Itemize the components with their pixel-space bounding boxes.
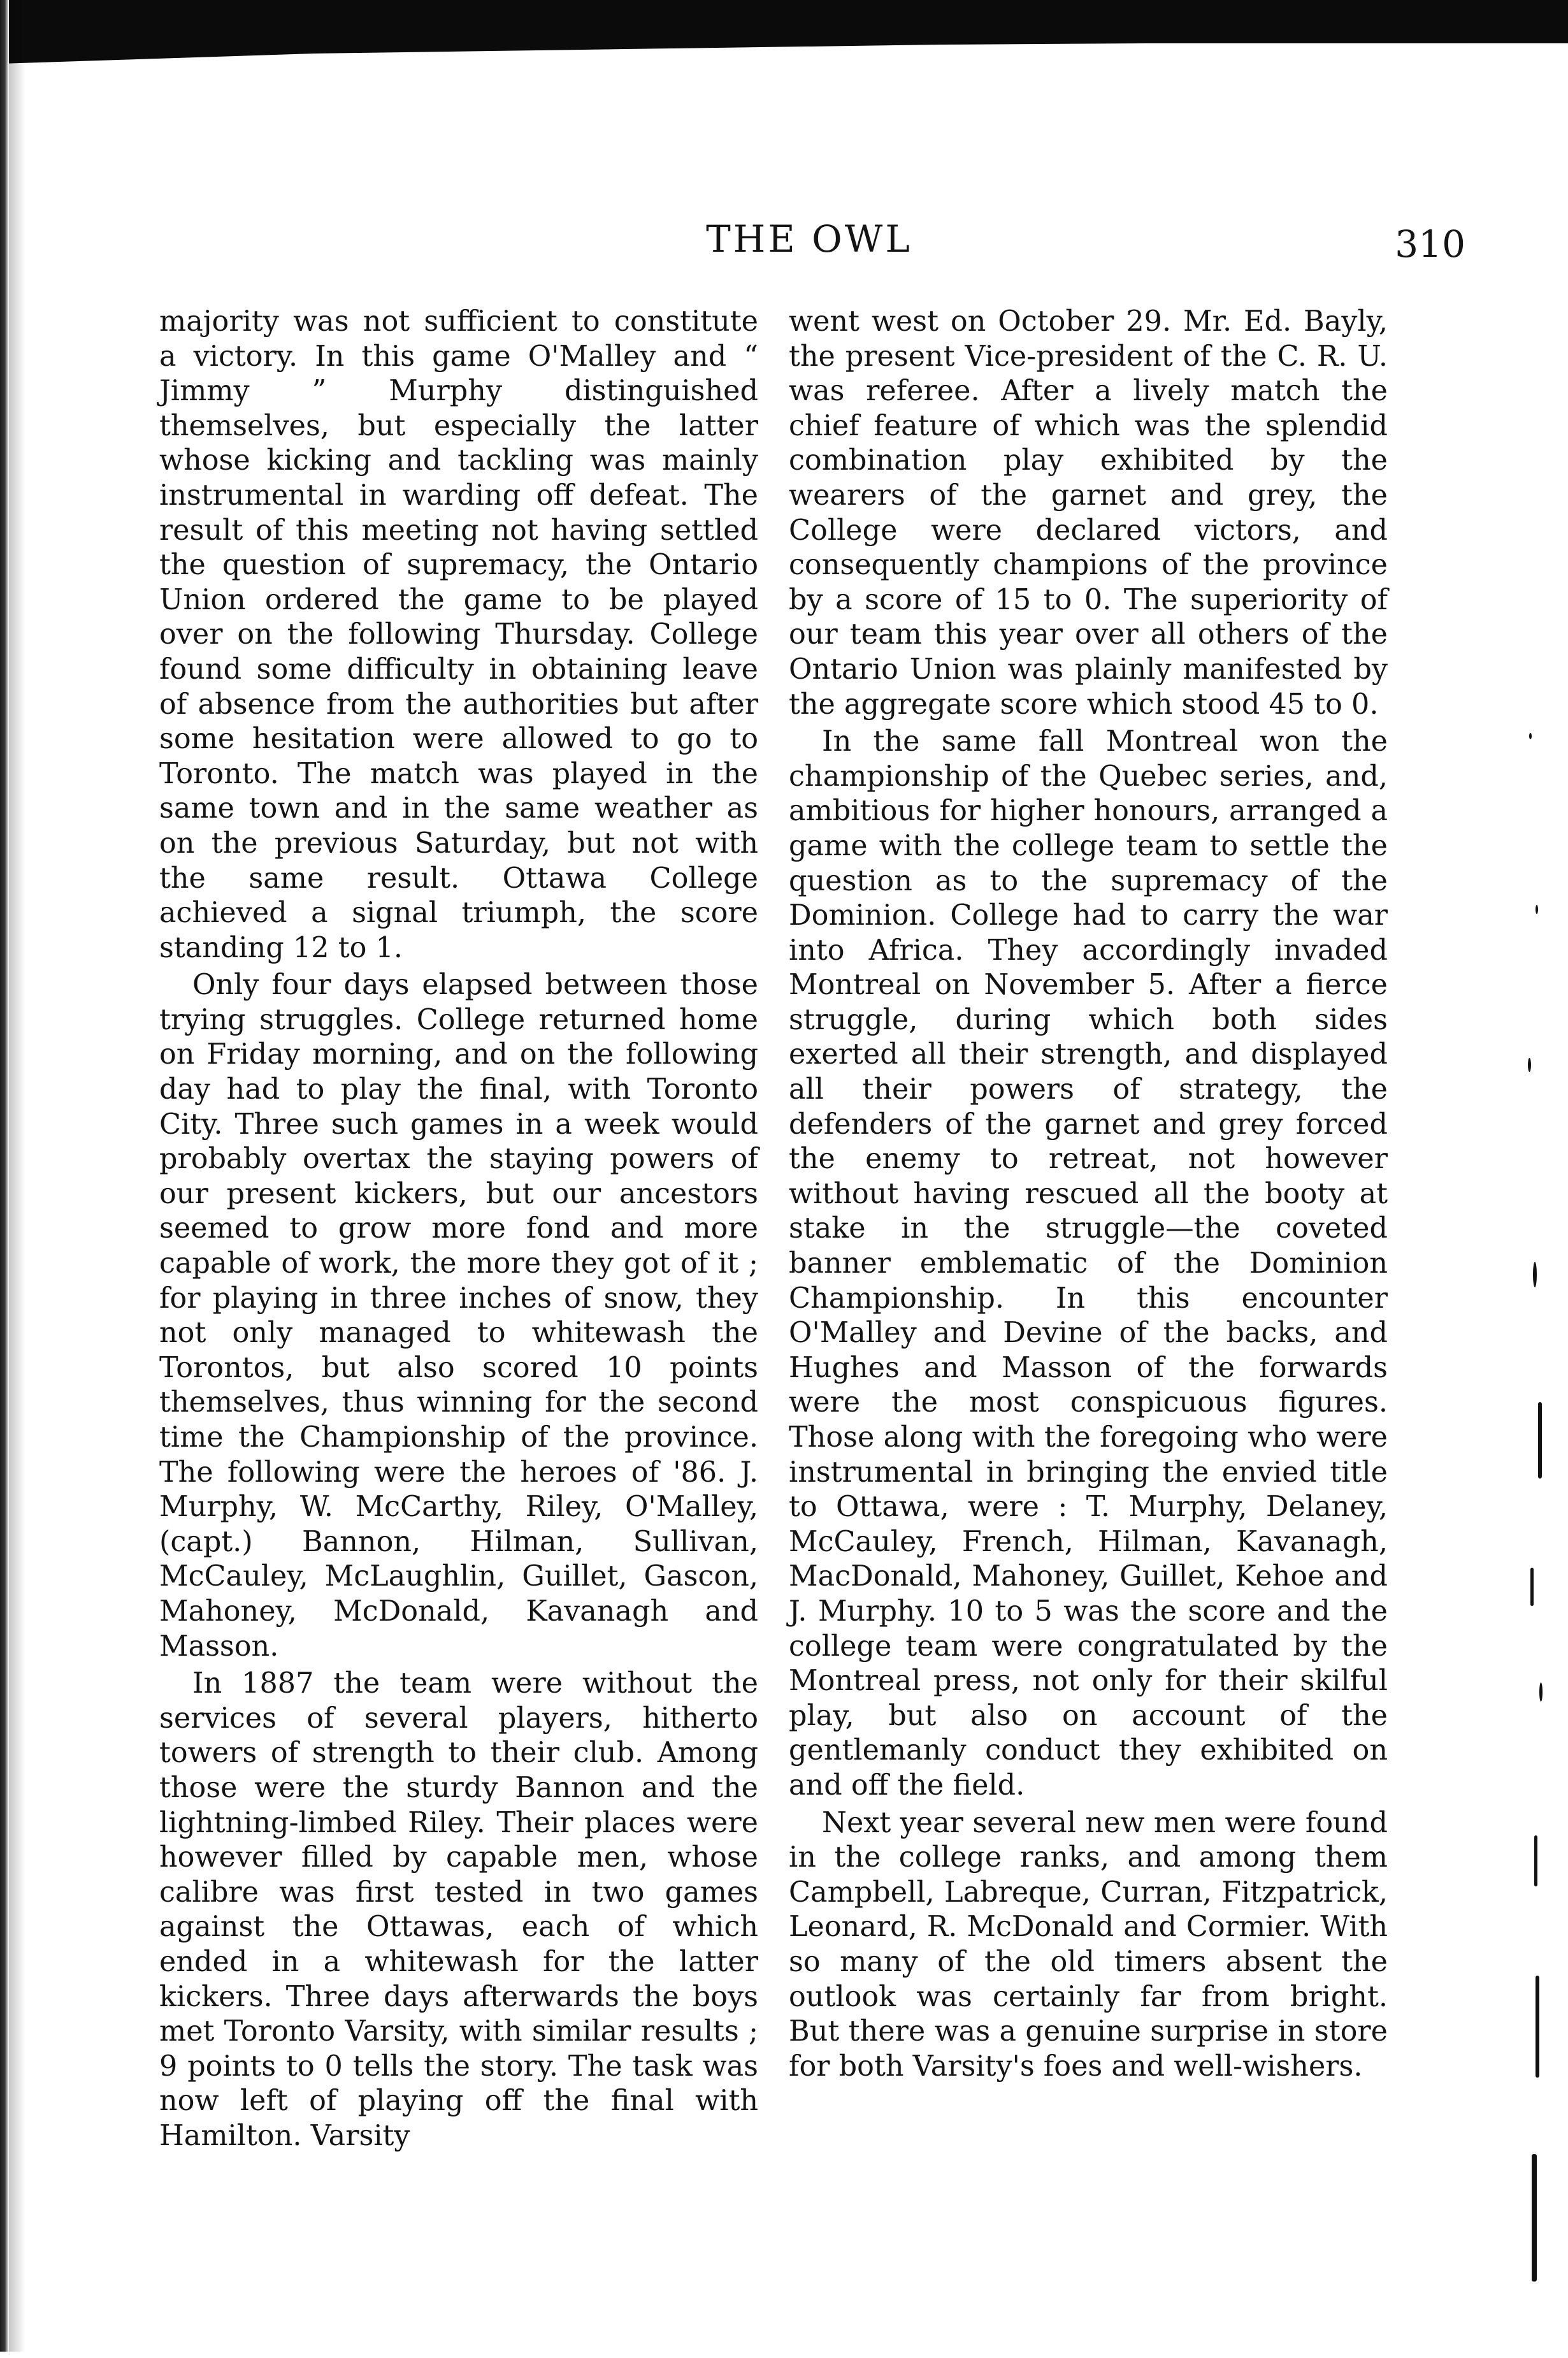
scan-speck [1534, 1835, 1537, 1886]
scan-right-gutter-noise [1516, 574, 1561, 2358]
scan-speck [1528, 1058, 1531, 1072]
scan-speck [1539, 1682, 1543, 1702]
left-column [159, 305, 758, 2153]
paragraph: majority was not sufficient to constitute a victory. In this game O'Malley and “ Jimmy ” Murphy distinguished themselves, but especially the latter whose kicking and tackling was mainly instrumental in warding off defeat. The result of this meeting not having settled the question of supremacy, the Ontario Union ordered the game to be played over on the following Thursday. College found some difficulty in obtaining leave of absence from the authorities but after some hesitation were allowed to go to Toronto. The match was played in the same town and in the same weather as on the previous Saturday, but not with the same result. Ottawa College achieved a signal triumph, the score standing 12 to 1. [159, 305, 758, 964]
paragraph: In 1887 the team were without the services of several players, hitherto towers of strength to their club. Among those were the sturdy Bannon and the lightning-limbed Riley. Their places were however filled by capable men, whose calibre was first tested in two games against the Ottawas, each of which ended in a whitewash for the latter kickers. Three days afterwards the boys met Toronto Varsity, with similar results ; 9 points to 0 tells the story. The task was now left of playing off the final with Hamilton. Varsity [159, 1667, 758, 2152]
scan-speck [1533, 1262, 1537, 1287]
scan-top-border-curve [0, 38, 1568, 64]
scan-speck [1538, 1402, 1542, 1479]
scan-left-edge [0, 0, 9, 2352]
page-title: THE OWL [706, 217, 912, 261]
paragraph: In the same fall Montreal won the championship of the Quebec series, and, ambitious for higher honours, arranged a game with the college team to settle the question as to the supremacy of the Dominion. College had to carry the war into Africa. They accordingly invaded Montreal on November 5. After a fierce struggle, during which both sides exerted all their strength, and displayed all their powers of strategy, the defenders of the garnet and grey forced the enemy to retreat, not however without having rescued all the booty at stake in the struggle—the coveted banner emblematic of the Dominion Championship. In this encounter O'Malley and Devine of the backs, and Hughes and Masson of the forwards were the most conspicuous figures. Those along with the foregoing who were instrumental in bringing the envied title to Ottawa, were : T. Murphy, Delaney, McCauley, French, Hilman, Kavanagh, MacDonald, Mahoney, Guillet, Kehoe and J. Murphy. 10 to 5 was the score and the college team were congratulated by the Montreal press, not only for their skilful play, but also on account of the gentlemanly conduct they exhibited on and off the field. [789, 725, 1388, 1802]
scan-speck [1529, 733, 1532, 739]
scan-speck [1536, 905, 1538, 914]
scan-speck [1532, 2154, 1537, 2282]
paragraph: Next year several new men were found in the college ranks, and among them Campbell, Labreque, Curran, Fitzpatrick, Leonard, R. McDonald and Cormier. With so many of the old timers absent the outlook was certainly far from bright. But there was a genuine surprise in store for both Varsity's foes and well-wishers. [789, 1806, 1388, 2083]
right-column [789, 305, 1388, 2084]
paragraph: Only four days elapsed between those trying struggles. College returned home on Friday morning, and on the following day had to play the final, with Toronto City. Three such games in a week would probably overtax the staying powers of our present kickers, but our ancestors seemed to grow more fond and more capable of work, the more they got of it ; for playing in three inches of snow, they not only managed to whitewash the Torontos, but also scored 10 points themselves, thus winning for the second time the Championship of the province. The following were the heroes of '86. J. Murphy, W. McCarthy, Riley, O'Malley, (capt.) Bannon, Hilman, Sullivan, McCauley, McLaughlin, Guillet, Gascon, Mahoney, McDonald, Kavanagh and Masson. [159, 969, 758, 1663]
scan-speck [1536, 1976, 1539, 2078]
scan-speck [1530, 1568, 1534, 1606]
page-number: 310 [1395, 222, 1465, 266]
scan-top-border [0, 0, 1568, 43]
paragraph: went west on October 29. Mr. Ed. Bayly, the present Vice-president of the C. R. U. was referee. After a lively match the chief feature of which was the splendid combination play exhibited by the wearers of the garnet and grey, the College were declared victors, and consequently champions of the province by a score of 15 to 0. The superiority of our team this year over all others of the Ontario Union was plainly manifested by the aggregate score which stood 45 to 0. [789, 305, 1388, 721]
running-head [153, 217, 1465, 274]
scan-left-shadow [9, 0, 25, 2352]
